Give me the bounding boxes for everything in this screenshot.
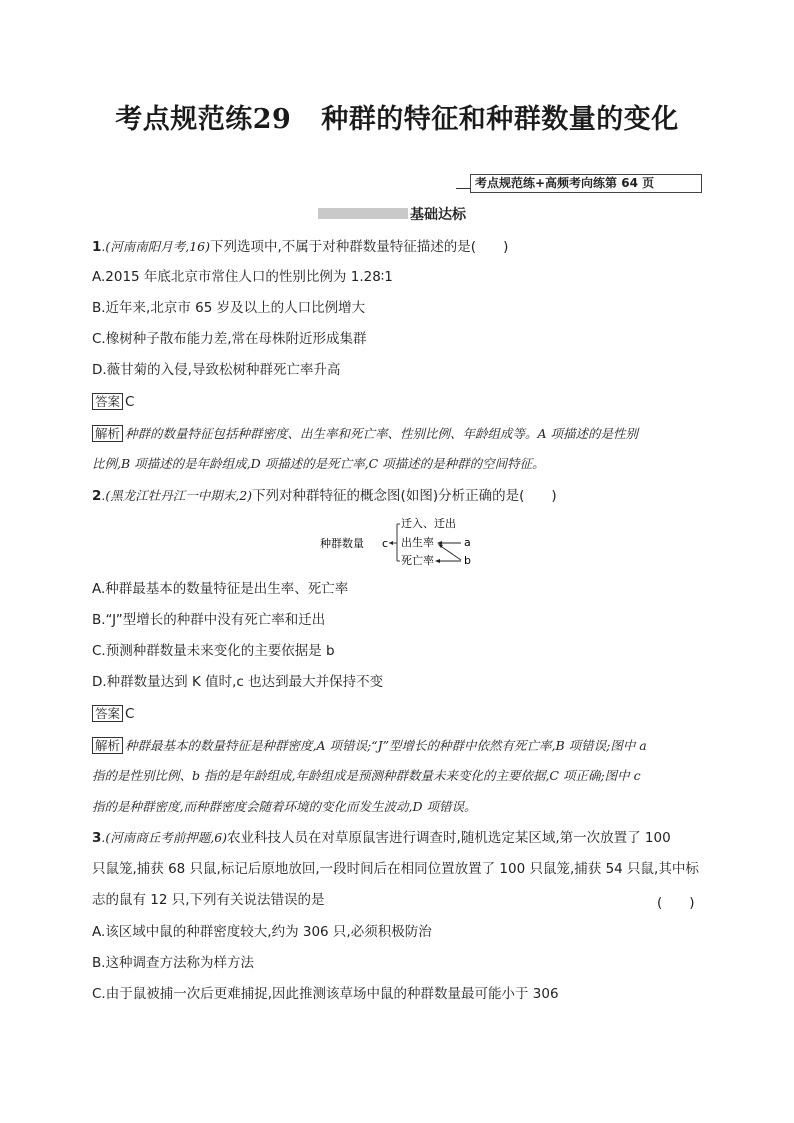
answer-tag: 答案 <box>92 705 123 722</box>
q1-analysis-line-1 <box>92 425 638 443</box>
diagram-item-migration: 迁入、迁出 <box>401 517 456 530</box>
diagram-item-birth-rate: 出生率 <box>401 536 434 549</box>
q2-number: 2 <box>92 488 102 504</box>
q1-option-a: A.2015 年底北京市常住人口的性别比例为 1.28∶1 <box>92 269 393 285</box>
q1-analysis-text-1: 种群的数量特征包括种群密度、出生率和死亡率、性别比例、年龄组成等。A 项描述的是性别 <box>125 426 639 441</box>
diagram-c-label: c <box>382 537 389 550</box>
ref-leader-line <box>456 188 470 189</box>
concept-diagram <box>318 516 478 568</box>
q2-option-d: D.种群数量达到 K 值时,c 也达到最大并保持不变 <box>92 674 384 690</box>
page-reference-box: 考点规范练+高频考向练第 64 页 <box>470 174 702 193</box>
q1-analysis-line-2: 比例,B 项描述的是年龄组成,D 项描述的是死亡率,C 项描述的是种群的空间特征。 <box>92 456 545 471</box>
q2-analysis-text-1: 种群最基本的数量特征是种群密度,A 项错误;“J”型增长的种群中依然有死亡率,B 项错误;图中 a <box>125 738 647 753</box>
diagram-item-death-rate: 死亡率 <box>401 554 434 567</box>
q3-option-c: C.由于鼠被捕一次后更难捕捉,因此推测该草场中鼠的种群数量最可能小于 306 <box>92 986 559 1002</box>
q3-stem-text-1: 农业科技人员在对草原鼠害进行调查时,随机选定某区域,第一次放置了 100 <box>227 830 671 846</box>
analysis-tag: 解析 <box>92 425 123 442</box>
section-title: 基础达标 <box>410 207 466 223</box>
q3-source: .(河南商丘考前押题,6) <box>101 830 228 845</box>
q1-stem-text: 下列选项中,不属于对种群数量特征描述的是( ) <box>210 239 509 255</box>
q3-option-b: B.这种调查方法称为样方法 <box>92 955 255 971</box>
q1-option-c: C.橡树种子散布能力差,常在母株附近形成集群 <box>92 331 367 347</box>
diagram-main-label: 种群数量 <box>320 537 364 550</box>
q2-stem <box>92 487 557 505</box>
q2-analysis-line-1 <box>92 737 647 755</box>
diagram-arrow-b-to-birth <box>439 545 461 560</box>
q1-option-d: D.薇甘菊的入侵,导致松树种群死亡率升高 <box>92 362 341 378</box>
q2-stem-text: 下列对种群特征的概念图(如图)分析正确的是( ) <box>252 488 557 504</box>
q1-stem <box>92 238 508 256</box>
diagram-arrowhead-c <box>389 541 393 545</box>
section-bar <box>318 208 408 219</box>
q3-stem-line-1 <box>92 829 671 847</box>
q3-number: 3 <box>92 830 102 846</box>
q2-option-c: C.预测种群数量未来变化的主要依据是 b <box>92 643 335 659</box>
title-number: 考点规范练29 <box>115 104 292 135</box>
q3-stem-line-3: 志的鼠有 12 只,下列有关说法错误的是 <box>92 892 325 908</box>
q1-answer-value: C <box>125 394 135 410</box>
title-text: 种群的特征和种群数量的变化 <box>321 104 679 135</box>
q2-option-b: B.“J”型增长的种群中没有死亡率和迁出 <box>92 612 326 628</box>
q2-source: .(黑龙江牡丹江一中期末,2) <box>101 488 253 503</box>
q2-analysis-line-3: 指的是种群密度,而种群密度会随着环境的变化而发生波动,D 项错误。 <box>92 799 477 814</box>
page-title <box>0 97 794 136</box>
q3-stem-line-2: 只鼠笼,捕获 68 只鼠,标记后原地放回,一段时间后在相同位置放置了 100 只鼠笼,捕获 54 只鼠,其中标 <box>92 861 699 877</box>
q3-option-a: A.该区域中鼠的种群密度较大,约为 306 只,必须积极防治 <box>92 924 432 940</box>
q1-source: .(河南南阳月考,16) <box>101 239 211 254</box>
q2-answer-value: C <box>125 706 135 722</box>
q2-analysis-line-2: 指的是性别比例、b 指的是年龄组成,年龄组成是预测种群数量未来变化的主要依据,C 项正确;图中 c <box>92 768 641 783</box>
diagram-b-label: b <box>464 554 471 567</box>
answer-tag: 答案 <box>92 393 123 410</box>
q3-answer-paren: ( ) <box>657 895 695 911</box>
q2-option-a: A.种群最基本的数量特征是出生率、死亡率 <box>92 581 349 597</box>
diagram-a-label: a <box>464 536 471 549</box>
q2-answer <box>92 705 134 723</box>
q1-answer <box>92 393 134 411</box>
q1-number: 1 <box>92 239 102 255</box>
diagram-arrowhead-b-death <box>435 559 440 563</box>
analysis-tag: 解析 <box>92 737 123 754</box>
q1-option-b: B.近年来,北京市 65 岁及以上的人口比例增大 <box>92 300 366 316</box>
